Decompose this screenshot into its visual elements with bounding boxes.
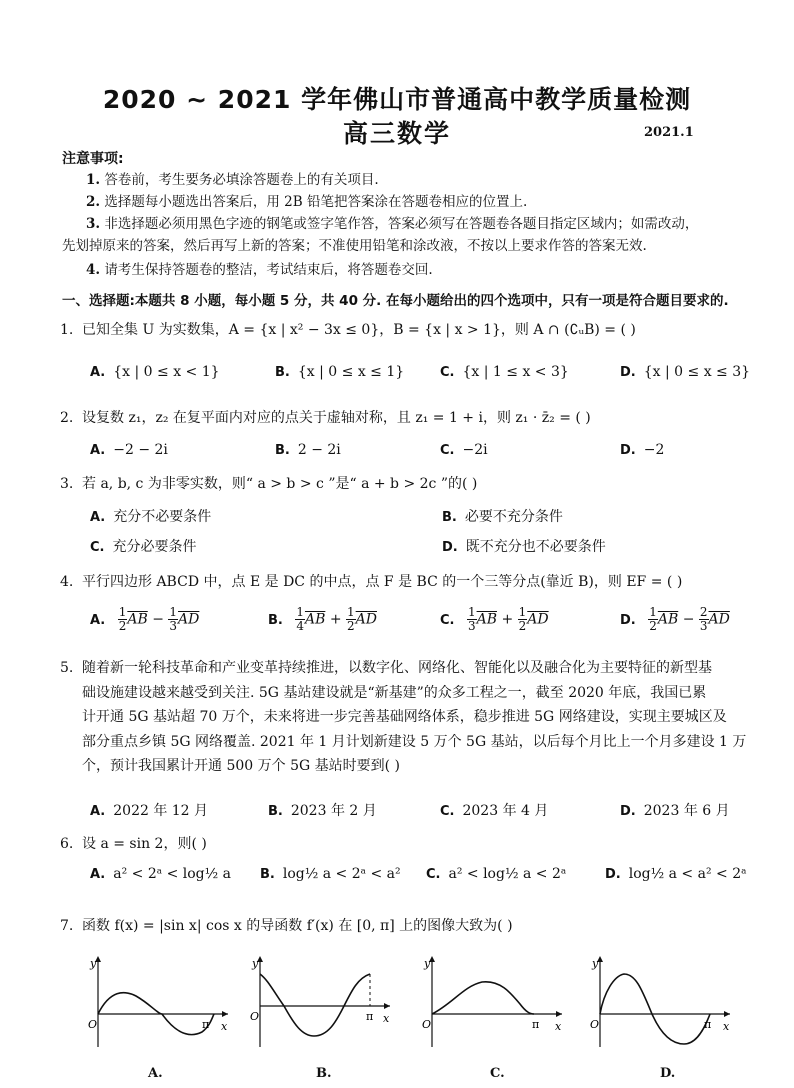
graph-b-label: B. — [316, 1066, 332, 1081]
option-c: C. 充分必要条件 — [90, 539, 197, 555]
origin-label: O — [250, 1010, 260, 1023]
question-7: 7. 函数 f(x) = |sin x| cos x 的导函数 f′(x) 在 [0, π] 上的图像大致为( ) — [60, 918, 513, 934]
option-c: C. 2023 年 4 月 — [440, 803, 549, 819]
option-b: B. 2023 年 2 月 — [268, 803, 377, 819]
question-3-options-row2 — [90, 536, 740, 560]
origin-label: O — [422, 1018, 432, 1031]
option-a: A. −2 − 2i — [90, 442, 168, 458]
graph-d — [580, 952, 740, 1052]
option-b: B. 必要不充分条件 — [442, 509, 563, 525]
option-b: B. log½ a < 2ᵃ < a² — [260, 866, 401, 882]
option-d: D. log½ a < a² < 2ᵃ — [605, 866, 747, 882]
pi-label: π — [202, 1018, 210, 1031]
exam-subtitle: 高三数学 — [342, 119, 451, 148]
graph-b-svg — [240, 952, 400, 1052]
question-5-options — [90, 800, 740, 824]
origin-label: O — [88, 1018, 98, 1031]
x-axis-arrow — [724, 1011, 730, 1017]
x-label: x — [383, 1012, 390, 1025]
question-6: 6. 设 a = sin 2，则( ) — [60, 836, 207, 852]
notice-item-3: 3. 非选择题必须用黑色字迹的钢笔或签字笔作答，答案必须写在答题卷各题目指定区域内；如需改动， — [86, 216, 699, 232]
option-c: C. a² < log½ a < 2ᵃ — [426, 866, 567, 882]
question-6-options — [90, 866, 747, 890]
x-label: x — [555, 1020, 562, 1033]
option-a: A. {x | 0 ≤ x < 1} — [90, 364, 220, 380]
curve — [600, 974, 710, 1044]
notice-item-3-cont: 先划掉原来的答案，然后再写上新的答案；不准使用铅笔和涂改液，不按以上要求作答的答案无效. — [62, 238, 647, 254]
question-1-stem: 已知全集 U 为实数集，A = {x | x² − 3x ≤ 0}，B = {x | x > 1}，则 A ∩ (∁ᵤB) = ( ) — [82, 322, 636, 338]
graph-d-svg — [580, 952, 740, 1052]
option-d: D. 既不充分也不必要条件 — [442, 539, 606, 555]
option-b: B. 2 − 2i — [275, 442, 341, 458]
question-5: 5. 随着新一轮科技革命和产业变革持续推进，以数字化、网络化、智能化以及融合化为主要特征的新型基 础设施建设越来越受到关注. 5G 基站建设就是“新基建”的众多工程之一，截至 2020 年底，我国已累 计开通 5G 基站超 70 万个，未来将进一步完善基础网络体系，稳步推进 5G 网络建设，实现主要城区及 部分重点乡镇 5G 网络覆盖. 2021 年 1 月计划新建设 5 万个 5G 基站，以后每个月比上一个月多建设 1 万 个，预计我国累计开通 500 万个 5G 基站时要到( ) — [60, 660, 747, 774]
graph-d-label: D. — [660, 1066, 676, 1081]
pi-label: π — [704, 1018, 712, 1031]
question-1: 1. 已知全集 U 为实数集，A = {x | x² − 3x ≤ 0}，B = {x | x > 1}，则 A ∩ (∁ᵤB) = ( ) — [60, 322, 636, 338]
x-axis-arrow — [222, 1011, 228, 1017]
question-3: 3. 若 a, b, c 为非零实数，则“ a > b > c ”是“ a + b > 2c ”的( ) — [60, 476, 478, 492]
graph-a-label: A. — [148, 1066, 163, 1081]
option-c: C. −2i — [440, 442, 488, 458]
section-heading: 一、选择题:本题共 8 小题，每小题 5 分，共 40 分. 在每小题给出的四个选项中，只有一项是符合题目要求的. — [62, 293, 729, 309]
notice-item-1: 1. 答卷前，考生要务必填涂答题卷上的有关项目. — [86, 172, 379, 188]
question-4-stem: 平行四边形 ABCD 中，点 E 是 DC 的中点，点 F 是 BC 的一个三等分点(靠近 B)，则 EF = ( ) — [82, 574, 683, 590]
option-d: D. −2 — [620, 442, 665, 458]
option-a: A. $\frac{1}{2}$ $\overline{AB}$ − $\frac{1}{3}$ $\overline{AD}$ — [90, 605, 200, 633]
question-3-options-row1 — [90, 506, 740, 530]
pi-label: π — [366, 1010, 374, 1023]
x-axis-arrow — [384, 1003, 390, 1009]
notice-title: 注意事项: — [62, 151, 124, 167]
x-label: x — [723, 1020, 730, 1033]
option-b: B. {x | 0 ≤ x ≤ 1} — [275, 364, 405, 380]
question-2: 2. 设复数 z₁，z₂ 在复平面内对应的点关于虚轴对称，且 z₁ = 1 + i，则 z₁ · z̄₂ = ( ) — [60, 410, 591, 426]
option-d: D. {x | 0 ≤ x ≤ 3} — [620, 364, 751, 380]
question-3-stem: 若 a, b, c 为非零实数，则“ a > b > c ”是“ a + b > 2c ”的( ) — [82, 476, 478, 492]
graph-c — [412, 952, 572, 1052]
origin-label: O — [590, 1018, 600, 1031]
y-label: y — [424, 957, 431, 970]
option-d: D. 2023 年 6 月 — [620, 803, 730, 819]
curve — [432, 982, 534, 1014]
y-label: y — [592, 957, 599, 970]
y-label: y — [252, 957, 259, 970]
question-2-stem: 设复数 z₁，z₂ 在复平面内对应的点关于虚轴对称，且 z₁ = 1 + i，则 z₁ · z̄₂ = ( ) — [82, 410, 591, 426]
question-2-options — [90, 442, 740, 466]
question-4-options — [90, 606, 740, 642]
exam-date: 2021.1 — [644, 125, 694, 140]
x-axis-arrow — [556, 1011, 562, 1017]
option-c: C. {x | 1 ≤ x < 3} — [440, 364, 569, 380]
curve — [260, 974, 370, 1036]
option-a: A. 充分不必要条件 — [90, 509, 212, 525]
option-c: C. $\frac{1}{3}$ $\overline{AB}$ + $\frac{1}{2}$ $\overline{AD}$ — [440, 605, 549, 633]
notice-item-4: 4. 请考生保持答题卷的整洁，考试结束后，将答题卷交回. — [86, 262, 433, 278]
graph-b — [240, 952, 400, 1052]
graph-a — [78, 952, 238, 1052]
pi-label: π — [532, 1018, 540, 1031]
exam-title: 2020 ~ 2021 学年佛山市普通高中教学质量检测 — [102, 85, 692, 114]
option-b: B. $\frac{1}{4}$ $\overline{AB}$ + $\frac{1}{2}$ $\overline{AD}$ — [268, 605, 377, 633]
y-label: y — [90, 957, 97, 970]
graph-c-svg — [412, 952, 572, 1052]
question-7-stem: 函数 f(x) = |sin x| cos x 的导函数 f′(x) 在 [0, π] 上的图像大致为( ) — [82, 918, 513, 934]
graph-c-label: C. — [490, 1066, 505, 1081]
x-label: x — [221, 1020, 228, 1033]
notice-item-2: 2. 选择题每小题选出答案后，用 2B 铅笔把答案涂在答题卷相应的位置上. — [86, 194, 528, 210]
graph-a-svg — [78, 952, 238, 1052]
question-4: 4. 平行四边形 ABCD 中，点 E 是 DC 的中点，点 F 是 BC 的一个三等分点(靠近 B)，则 EF = ( ) — [60, 574, 683, 590]
option-a: A. 2022 年 12 月 — [90, 803, 209, 819]
option-a: A. a² < 2ᵃ < log½ a — [90, 866, 232, 882]
option-d: D. $\frac{1}{2}$ $\overline{AB}$ − $\frac{2}{3}$ $\overline{AD}$ — [620, 605, 730, 633]
question-6-stem: 设 a = sin 2，则( ) — [82, 836, 207, 852]
question-1-options — [90, 364, 751, 388]
